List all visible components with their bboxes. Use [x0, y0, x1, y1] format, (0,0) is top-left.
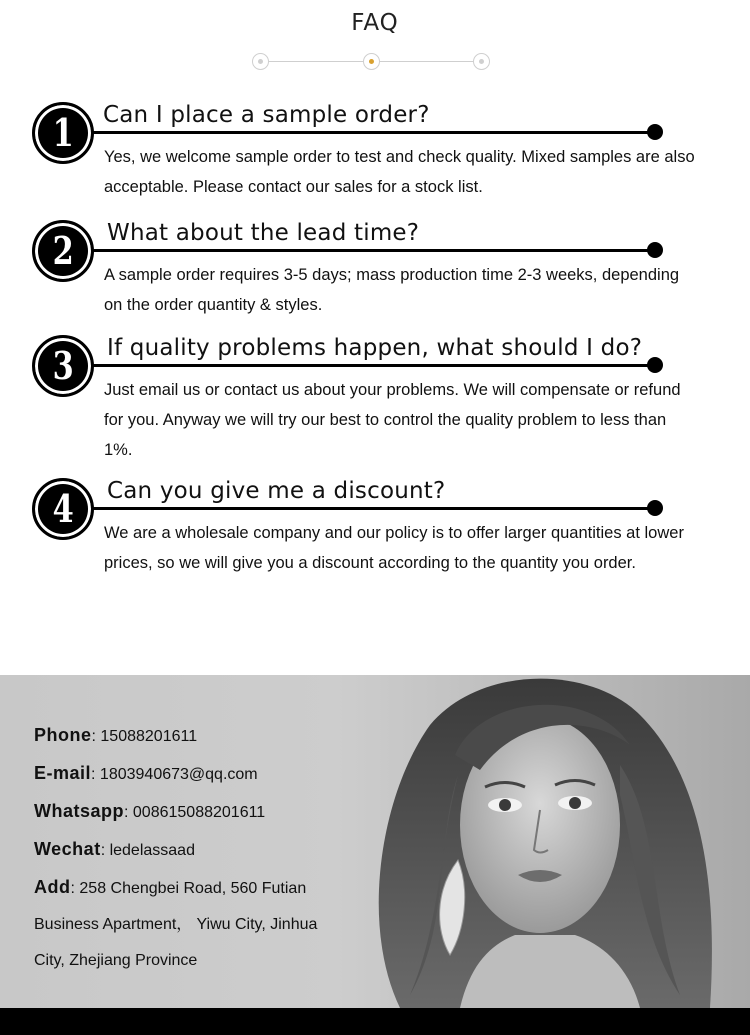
- underline-end-dot: [647, 124, 663, 140]
- indicator-dot-3[interactable]: [473, 53, 490, 70]
- indicator-dot-1[interactable]: [252, 53, 269, 70]
- faq-answer: Yes, we welcome sample order to test and check quality. Mixed samples are also acceptable. Please contact our sales for a stock list.: [104, 148, 695, 196]
- number-badge: 4: [32, 478, 94, 540]
- address-line-1: 258 Chengbei Road, 560 Futian: [79, 880, 307, 897]
- address-row: Add: 258 Chengbei Road, 560 Futian: [34, 877, 307, 897]
- faq-question: If quality problems happen, what should I do?: [107, 335, 643, 361]
- email-value[interactable]: 1803940673@qq.com: [99, 766, 258, 783]
- question-underline: [92, 364, 654, 367]
- faq-question: What about the lead time?: [107, 220, 420, 246]
- faq-question: Can you give me a discount?: [107, 478, 446, 504]
- carousel-indicator: [252, 53, 492, 71]
- email-row: E-mail: 1803940673@qq.com: [34, 763, 258, 783]
- page-title: FAQ: [351, 10, 399, 36]
- indicator-dot-2-active[interactable]: [363, 53, 380, 70]
- underline-end-dot: [647, 357, 663, 373]
- whatsapp-value[interactable]: 008615088201611: [132, 804, 266, 821]
- faq-answer: A sample order requires 3-5 days; mass production time 2-3 weeks, depending on the order quantity & styles.: [104, 266, 680, 314]
- number-badge: 2: [32, 220, 94, 282]
- underline-end-dot: [647, 500, 663, 516]
- question-underline: [92, 507, 654, 510]
- address-line-3: City, Zhejiang Province: [34, 952, 198, 969]
- phone-row: Phone: 15088201611: [34, 725, 198, 745]
- wechat-row: Wechat: ledelassaad: [34, 839, 195, 859]
- contact-details: [34, 717, 364, 979]
- footer-bar: [0, 1008, 750, 1035]
- phone-value[interactable]: 15088201611: [100, 728, 198, 745]
- faq-question: Can I place a sample order?: [103, 102, 430, 128]
- number-badge: 1: [32, 102, 94, 164]
- underline-end-dot: [647, 242, 663, 258]
- wechat-value: ledelassaad: [109, 842, 195, 859]
- question-underline: [92, 249, 654, 252]
- whatsapp-row: Whatsapp: 008615088201611: [34, 801, 266, 821]
- number-badge: 3: [32, 335, 94, 397]
- faq-answer: We are a wholesale company and our policy is to offer larger quantities at lower prices, so we will give you a discount according to the quantity you order.: [104, 524, 684, 572]
- contact-banner: [0, 675, 750, 1008]
- faq-answer: Just email us or contact us about your problems. We will compensate or refund for you. Anyway we will try our best to control the quality problem to less than 1%.: [104, 381, 681, 459]
- question-underline: [92, 131, 654, 134]
- model-portrait-image: [340, 675, 750, 1008]
- address-line-2: Business Apartment， Yiwu City, Jinhua: [34, 916, 318, 933]
